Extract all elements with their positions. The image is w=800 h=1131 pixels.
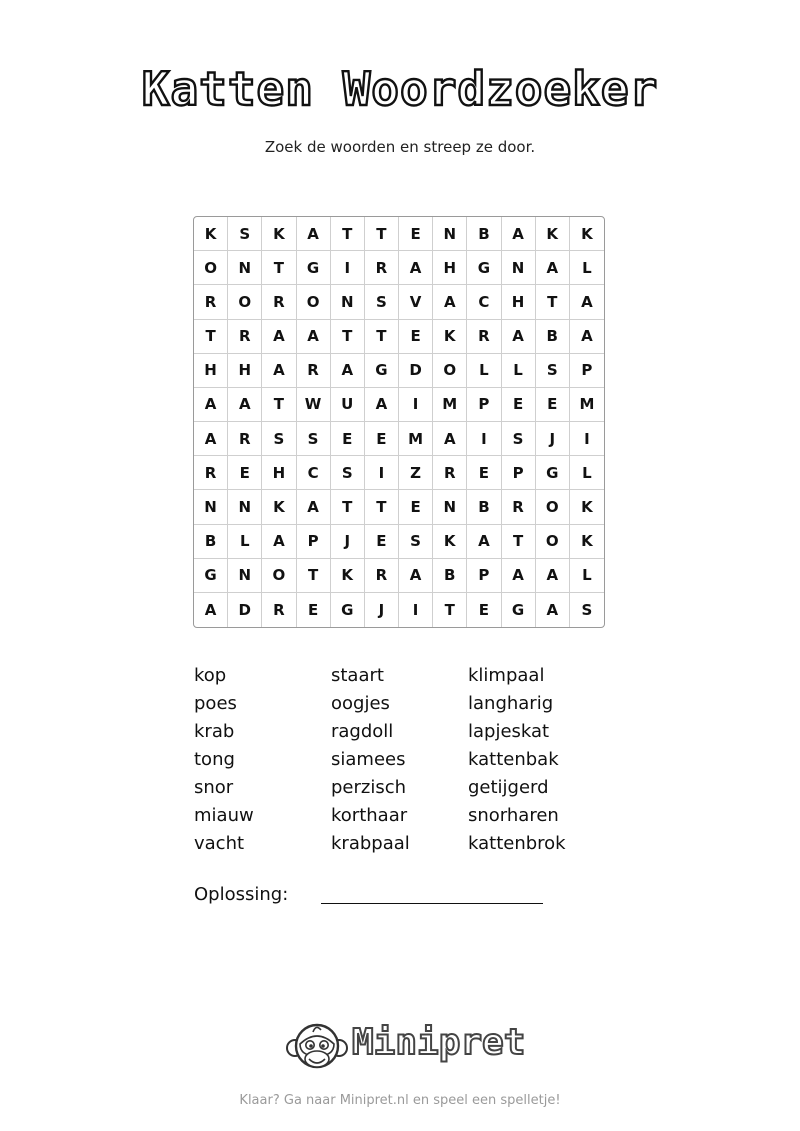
word-item: klimpaal xyxy=(468,665,545,686)
grid-cell: H xyxy=(228,354,262,388)
grid-cell: K xyxy=(194,217,228,251)
grid-cell: A xyxy=(502,320,536,354)
grid-cell: E xyxy=(297,593,331,627)
grid-cell: P xyxy=(467,559,501,593)
grid-cell: A xyxy=(433,422,467,456)
grid-cell: R xyxy=(467,320,501,354)
grid-cell: O xyxy=(536,525,570,559)
grid-cell: P xyxy=(502,456,536,490)
grid-cell: A xyxy=(467,525,501,559)
grid-cell: O xyxy=(194,251,228,285)
word-item: poes xyxy=(194,693,237,714)
grid-cell: I xyxy=(365,456,399,490)
grid-cell: B xyxy=(467,490,501,524)
word-column-2 xyxy=(331,662,410,858)
grid-cell: G xyxy=(467,251,501,285)
grid-cell: B xyxy=(467,217,501,251)
footer-text: Klaar? Ga naar Minipret.nl en speel een spelletje! xyxy=(239,1093,561,1108)
word-item: kattenbrok xyxy=(468,833,566,854)
grid-cell: O xyxy=(297,285,331,319)
grid-cell: A xyxy=(570,285,604,319)
grid-cell: E xyxy=(399,490,433,524)
grid-cell: E xyxy=(331,422,365,456)
grid-cell: A xyxy=(194,593,228,627)
word-item: perzisch xyxy=(331,777,407,798)
grid-cell: P xyxy=(297,525,331,559)
grid-cell: R xyxy=(365,251,399,285)
grid-cell: A xyxy=(502,217,536,251)
grid-cell: A xyxy=(297,320,331,354)
word-column-1 xyxy=(194,662,254,858)
grid-cell: D xyxy=(399,354,433,388)
grid-cell: L xyxy=(467,354,501,388)
grid-cell: R xyxy=(262,285,296,319)
grid-cell: M xyxy=(433,388,467,422)
grid-cell: R xyxy=(194,285,228,319)
grid-cell: R xyxy=(297,354,331,388)
grid-cell: A xyxy=(262,525,296,559)
word-item: snorharen xyxy=(468,805,559,826)
grid-cell: A xyxy=(331,354,365,388)
grid-cell: N xyxy=(228,251,262,285)
grid-cell: G xyxy=(331,593,365,627)
grid-cell: A xyxy=(297,217,331,251)
grid-cell: E xyxy=(502,388,536,422)
word-search-grid xyxy=(193,216,605,628)
grid-cell: G xyxy=(536,456,570,490)
grid-cell: R xyxy=(262,593,296,627)
grid-cell: N xyxy=(194,490,228,524)
word-item: siamees xyxy=(331,749,406,770)
word-item: korthaar xyxy=(331,805,408,826)
grid-cell: A xyxy=(536,251,570,285)
grid-cell: K xyxy=(262,217,296,251)
grid-cell: N xyxy=(228,559,262,593)
grid-cell: J xyxy=(331,525,365,559)
grid-cell: L xyxy=(570,251,604,285)
grid-cell: O xyxy=(536,490,570,524)
grid-cell: S xyxy=(262,422,296,456)
grid-cell: A xyxy=(399,559,433,593)
word-item: tong xyxy=(194,749,235,770)
grid-cell: E xyxy=(467,593,501,627)
minipret-logo xyxy=(286,1018,526,1078)
grid-cell: I xyxy=(570,422,604,456)
grid-cell: R xyxy=(228,422,262,456)
grid-cell: J xyxy=(536,422,570,456)
grid-cell: N xyxy=(433,490,467,524)
grid-cell: E xyxy=(399,320,433,354)
word-item: kop xyxy=(194,665,227,686)
grid-cell: V xyxy=(399,285,433,319)
grid-cell: L xyxy=(502,354,536,388)
grid-cell: T xyxy=(262,388,296,422)
grid-cell: B xyxy=(536,320,570,354)
grid-cell: U xyxy=(331,388,365,422)
grid-cell: O xyxy=(433,354,467,388)
grid-cell: A xyxy=(433,285,467,319)
grid-cell: A xyxy=(262,354,296,388)
grid-cell: S xyxy=(581,600,593,619)
grid-cell: K xyxy=(536,217,570,251)
grid-cell: T xyxy=(262,251,296,285)
grid-cell: A xyxy=(297,490,331,524)
word-item: oogjes xyxy=(331,693,390,714)
grid-cell: R xyxy=(194,456,228,490)
grid-cell: G xyxy=(297,251,331,285)
grid-cell: A xyxy=(536,559,570,593)
grid-cell: C xyxy=(467,285,501,319)
solution-answer-line xyxy=(321,903,543,904)
grid-cell: K xyxy=(570,217,604,251)
monkey-icon xyxy=(286,1020,348,1076)
grid-cell: M xyxy=(399,422,433,456)
grid-cell: I xyxy=(399,388,433,422)
word-item: lapjeskat xyxy=(468,721,550,742)
word-item: kattenbak xyxy=(468,749,559,770)
word-item: langharig xyxy=(468,693,554,714)
grid-cell: B xyxy=(194,525,228,559)
grid-cell: T xyxy=(365,320,399,354)
grid-cell: S xyxy=(399,525,433,559)
grid-cell: R xyxy=(228,320,262,354)
grid-cell: T xyxy=(331,320,365,354)
grid-cell: D xyxy=(228,593,262,627)
grid-cell: T xyxy=(365,490,399,524)
grid-cell: I xyxy=(331,251,365,285)
solution-label: Oplossing: xyxy=(194,884,289,905)
grid-cell: A xyxy=(194,422,228,456)
grid-cell: A xyxy=(365,388,399,422)
grid-cell: K xyxy=(570,525,604,559)
grid-cell: G xyxy=(502,593,536,627)
grid-cell: N xyxy=(331,285,365,319)
grid-cell: N xyxy=(502,251,536,285)
grid-cell: W xyxy=(297,388,331,422)
grid-cell: T xyxy=(365,217,399,251)
grid-cell: H xyxy=(194,354,228,388)
grid-cell: T xyxy=(433,593,467,627)
grid-cell: S xyxy=(365,285,399,319)
grid-cell: E xyxy=(399,217,433,251)
word-list xyxy=(0,662,800,862)
grid-cell: R xyxy=(502,490,536,524)
word-item: ragdoll xyxy=(331,721,394,742)
grid-cell: K xyxy=(433,525,467,559)
grid-cell: H xyxy=(262,456,296,490)
grid-cell: A xyxy=(194,388,228,422)
word-item: krabpaal xyxy=(331,833,410,854)
grid-cell: T xyxy=(194,320,228,354)
grid-cell: O xyxy=(228,285,262,319)
word-item: miauw xyxy=(194,805,254,826)
word-item: staart xyxy=(331,665,384,686)
grid-cell: P xyxy=(467,388,501,422)
word-item: krab xyxy=(194,721,235,742)
grid-cell: L xyxy=(570,559,604,593)
grid-cell: B xyxy=(433,559,467,593)
word-item: getijgerd xyxy=(468,777,549,798)
logo-text: Minipret xyxy=(352,1022,526,1063)
grid-cell: G xyxy=(194,559,228,593)
grid-cell: T xyxy=(297,559,331,593)
instructions: Zoek de woorden en streep ze door. xyxy=(264,138,536,156)
grid-cell: I xyxy=(467,422,501,456)
grid-cell: E xyxy=(365,525,399,559)
grid-cell: A xyxy=(502,559,536,593)
grid-cell: S xyxy=(536,354,570,388)
grid-cell: E xyxy=(365,422,399,456)
grid-cell: M xyxy=(570,388,604,422)
grid-cell: A xyxy=(570,320,604,354)
grid-cell: K xyxy=(262,490,296,524)
grid-cell: T xyxy=(536,285,570,319)
grid-cell: T xyxy=(331,490,365,524)
word-item: snor xyxy=(194,777,234,798)
grid-cell: E xyxy=(536,388,570,422)
grid-cell: A xyxy=(399,251,433,285)
grid-cell: L xyxy=(570,456,604,490)
grid-cell: A xyxy=(536,593,570,627)
grid-cell: E xyxy=(467,456,501,490)
word-column-3 xyxy=(468,662,566,858)
grid-cell: E xyxy=(228,456,262,490)
grid-cell: R xyxy=(433,456,467,490)
grid-cell: L xyxy=(228,525,262,559)
grid-cell: Z xyxy=(399,456,433,490)
grid-cell: K xyxy=(331,559,365,593)
grid-cell: C xyxy=(297,456,331,490)
grid-cell: S xyxy=(297,422,331,456)
grid-cell: I xyxy=(399,593,433,627)
grid-cell: H xyxy=(502,285,536,319)
grid-cell: S xyxy=(331,456,365,490)
grid-cell: R xyxy=(365,559,399,593)
grid-cell: T xyxy=(502,525,536,559)
grid-cell: A xyxy=(228,388,262,422)
grid-cell: N xyxy=(228,490,262,524)
grid-cell: S xyxy=(502,422,536,456)
grid-cell: O xyxy=(262,559,296,593)
grid-cell: S xyxy=(228,217,262,251)
grid-cell: K xyxy=(570,490,604,524)
grid-cell: A xyxy=(262,320,296,354)
grid-cell: G xyxy=(365,354,399,388)
grid-cell: H xyxy=(433,251,467,285)
grid-cell: N xyxy=(433,217,467,251)
grid-cell: J xyxy=(365,593,399,627)
grid-cell: T xyxy=(331,217,365,251)
grid-cell: K xyxy=(433,320,467,354)
grid-cell: P xyxy=(570,354,604,388)
word-item: vacht xyxy=(194,833,245,854)
page-title: Katten Woordzoeker xyxy=(141,62,659,116)
